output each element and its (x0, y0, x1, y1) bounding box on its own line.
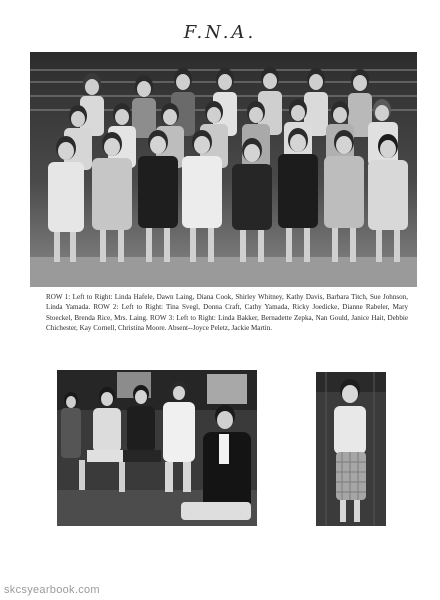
meeting-photo (57, 370, 257, 526)
caption-absent: Absent--Joyce Peletz, Jackie Martin. (167, 324, 273, 333)
page-title: F.N.A. (183, 22, 257, 43)
group-photo-image (30, 52, 417, 287)
watermark: skcsyearbook.com (4, 584, 100, 596)
speaker-photo-image (316, 372, 386, 526)
group-photo-caption (46, 292, 408, 334)
caption-row-2: ROW 2: Left to Right: Tina Svegl, Donna Craft, Cathy Yamada, Ricky Joedicke, Dianne Rabeler, Mary Stoeckel, Brenda Rice, Mrs. Laing. (46, 303, 408, 322)
speaker-photo (316, 372, 386, 526)
meeting-photo-image (57, 370, 257, 526)
caption-row-1: ROW 1: Left to Right: Linda Hafele, Dawn Laing, Diana Cook, Shirley Whitney, Kathy Davis, Barbara Titch, Sue Johnson, Linda Yamada. (46, 293, 408, 312)
caption-row-3: ROW 3: Left to Right: Linda Bakker, Bernadette Zepka, Nan Gould, Janice Hait, Debbie Chichester, Kay Cornell, Christina Moore. (46, 313, 409, 333)
group-photo (30, 52, 417, 287)
